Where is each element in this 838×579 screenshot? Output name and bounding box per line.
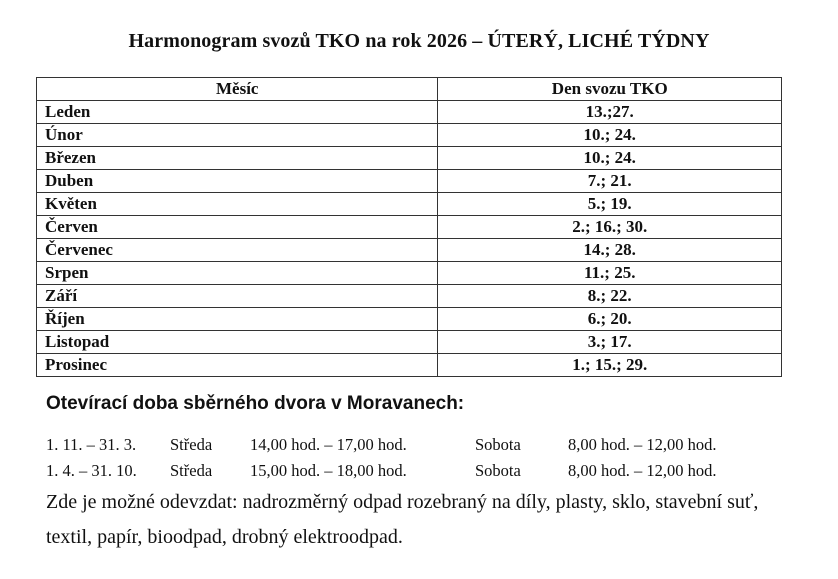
days-cell: 13.;27.: [438, 101, 782, 124]
opening-hours-row: [46, 461, 806, 483]
table-row: [37, 331, 782, 354]
hours: 14,00 hod. – 17,00 hod.: [250, 435, 407, 454]
accepted-waste-note: Zde je možné odevzdat: nadrozměrný odpad rozebraný na díly, plasty, sklo, stavební suť, textil, papír, bioodpad, drobný elektroodpad.: [46, 491, 759, 548]
table-header-row: [37, 78, 782, 101]
hours: 15,00 hod. – 18,00 hod.: [250, 461, 407, 480]
weekday: Sobota: [475, 461, 521, 480]
table-row: [37, 239, 782, 262]
month-cell: Únor: [37, 124, 438, 147]
weekday: Středa: [170, 435, 213, 454]
month-cell: Leden: [37, 101, 438, 124]
table-row: [37, 354, 782, 377]
month-cell: Srpen: [37, 262, 438, 285]
weekday: Sobota: [475, 435, 521, 454]
days-cell: 6.; 20.: [438, 308, 782, 331]
month-cell: Listopad: [37, 331, 438, 354]
month-cell: Květen: [37, 193, 438, 216]
days-cell: 10.; 24.: [438, 124, 782, 147]
table-row: [37, 147, 782, 170]
month-cell: Březen: [37, 147, 438, 170]
weekday: Středa: [170, 461, 213, 480]
month-cell: Prosinec: [37, 354, 438, 377]
opening-hours-row: [46, 435, 806, 457]
month-cell: Duben: [37, 170, 438, 193]
table-row: [37, 124, 782, 147]
table-row: [37, 262, 782, 285]
table-row: [37, 101, 782, 124]
days-cell: 2.; 16.; 30.: [438, 216, 782, 239]
month-cell: Říjen: [37, 308, 438, 331]
header-month: Měsíc: [37, 78, 438, 101]
days-cell: 14.; 28.: [438, 239, 782, 262]
days-cell: 10.; 24.: [438, 147, 782, 170]
table-row: [37, 308, 782, 331]
days-cell: 7.; 21.: [438, 170, 782, 193]
hours: 8,00 hod. – 12,00 hod.: [568, 435, 717, 454]
table-row: [37, 193, 782, 216]
month-cell: Září: [37, 285, 438, 308]
table-row: [37, 170, 782, 193]
month-cell: Červen: [37, 216, 438, 239]
date-range: 1. 11. – 31. 3.: [46, 435, 137, 454]
days-cell: 11.; 25.: [438, 262, 782, 285]
table-row: [37, 285, 782, 308]
collection-schedule-table: [36, 77, 782, 377]
days-cell: 1.; 15.; 29.: [438, 354, 782, 377]
month-cell: Červenec: [37, 239, 438, 262]
table-row: [37, 216, 782, 239]
header-collection-day: Den svozu TKO: [438, 78, 782, 101]
opening-hours-title: Otevírací doba sběrného dvora v Moravanech:: [46, 393, 465, 414]
days-cell: 3.; 17.: [438, 331, 782, 354]
date-range: 1. 4. – 31. 10.: [46, 461, 137, 480]
days-cell: 5.; 19.: [438, 193, 782, 216]
hours: 8,00 hod. – 12,00 hod.: [568, 461, 717, 480]
page-title: Harmonogram svozů TKO na rok 2026 – ÚTERÝ, LICHÉ TÝDNY: [128, 30, 710, 52]
days-cell: 8.; 22.: [438, 285, 782, 308]
